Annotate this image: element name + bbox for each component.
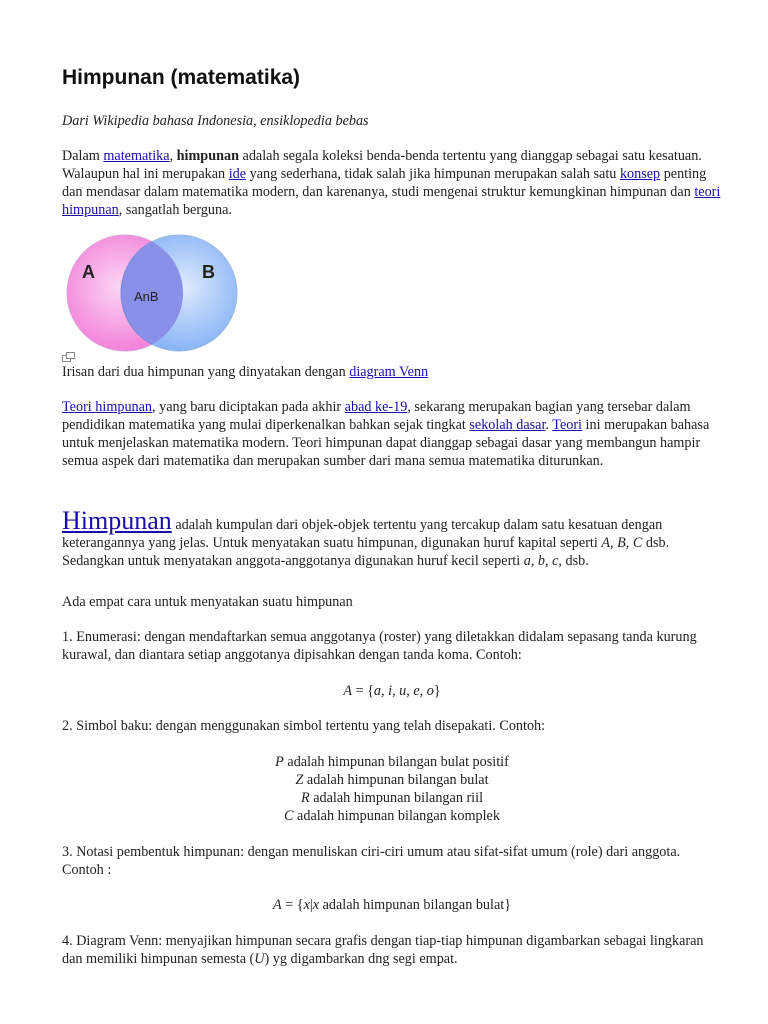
paragraph-four-ways: Ada empat cara untuk menyatakan suatu himpunan bbox=[62, 594, 353, 610]
link-teori-himpunan-2[interactable]: Teori himpunan bbox=[62, 399, 153, 415]
eq-element: i bbox=[388, 683, 393, 699]
eq-sep: , bbox=[419, 683, 427, 699]
symbol: Z bbox=[295, 772, 304, 788]
list-item-standard-symbols: 2. Simbol baku: dengan menggunakan simbol tertentu yang telah disepakati. Contoh: bbox=[62, 718, 546, 734]
enlarge-icon[interactable] bbox=[62, 350, 76, 360]
intro-text-6: , sangatlah berguna. bbox=[118, 202, 232, 218]
term-himpunan: himpunan bbox=[176, 148, 239, 164]
symbol-line bbox=[62, 807, 722, 825]
symbol: P bbox=[275, 754, 284, 770]
var-b: b bbox=[537, 553, 546, 569]
para2-text-1: , yang baru diciptakan pada akhir bbox=[152, 399, 345, 415]
var-U: U bbox=[254, 951, 265, 967]
eq-part: adalah himpunan bilangan bulat} bbox=[319, 897, 512, 913]
para3-text-1: adalah kumpulan dari objek-objek tertentu yang tercakup dalam satu kesatuan dengan keterangannya yang jelas. Untuk menyatakan suatu himpunan, digunakan huruf kapital seperti bbox=[62, 517, 663, 551]
set-b-label: B bbox=[202, 262, 215, 282]
eq-part: = { bbox=[281, 897, 304, 913]
var-c: c bbox=[552, 553, 559, 569]
eq-sep: , bbox=[392, 683, 400, 699]
link-teori[interactable]: Teori bbox=[552, 417, 582, 433]
item4-text-2: ) yg digambarkan dng segi empat. bbox=[264, 951, 458, 967]
comma: , bbox=[625, 535, 633, 551]
list-item-venn bbox=[62, 932, 722, 968]
link-sekolah-dasar[interactable]: sekolah dasar bbox=[469, 417, 546, 433]
var-B: B bbox=[617, 535, 626, 551]
item4-text-1: 4. Diagram Venn: menyajikan himpunan secara grafis dengan tiap-tiap himpunan digambarkan sebagai lingkaran dan memiliki himpunan semesta ( bbox=[62, 933, 704, 967]
link-diagram-venn[interactable]: diagram Venn bbox=[349, 364, 429, 380]
para2-text-3: . bbox=[545, 417, 553, 433]
para2-text-2: , sekarang merupakan bagian yang tersebar dalam pendidikan matematika yang mulai diperkenalkan bahkan sejak tingkat bbox=[62, 399, 691, 433]
intro-paragraph bbox=[62, 147, 722, 219]
intro-text-2: , bbox=[169, 148, 177, 164]
paragraph-theory bbox=[62, 398, 722, 470]
symbol-desc: adalah himpunan bilangan bulat positif bbox=[283, 754, 509, 770]
term-himpunan-large[interactable]: Himpunan bbox=[62, 506, 172, 535]
var-A: A bbox=[601, 535, 611, 551]
symbol: R bbox=[300, 790, 310, 806]
var-a: a bbox=[523, 553, 531, 569]
page-subtitle: Dari Wikipedia bahasa Indonesia, ensiklopedia bebas bbox=[62, 113, 369, 129]
comma: , bbox=[610, 535, 618, 551]
comma: , bbox=[545, 553, 553, 569]
eq-part: } bbox=[433, 683, 441, 699]
eq-sep: , bbox=[381, 683, 389, 699]
symbol-list bbox=[62, 753, 722, 825]
caption-text: Irisan dari dua himpunan yang dinyatakan dengan bbox=[62, 364, 350, 380]
symbol-line bbox=[62, 753, 722, 771]
symbol-desc: adalah himpunan bilangan bulat bbox=[303, 772, 489, 788]
link-konsep[interactable]: konsep bbox=[619, 166, 661, 182]
eq-element: u bbox=[399, 683, 407, 699]
link-teori-himpunan[interactable]: teori himpunan bbox=[62, 184, 721, 218]
symbol-line bbox=[62, 771, 722, 789]
eq-lhs: A bbox=[343, 683, 353, 699]
intro-text-3: adalah segala koleksi benda-benda tertentu yang dianggap sebagai satu kesatuan. Walaupun hal ini merupakan bbox=[62, 148, 702, 182]
equation-set-builder bbox=[62, 896, 722, 914]
para3-text-2: dsb. Sedangkan untuk menyatakan anggota-anggotanya digunakan huruf kecil seperti bbox=[62, 535, 670, 569]
eq-lhs: A bbox=[272, 897, 282, 913]
symbol-desc: adalah himpunan bilangan komplek bbox=[293, 808, 500, 824]
link-ide[interactable]: ide bbox=[228, 166, 247, 182]
symbol-desc: adalah himpunan bilangan riil bbox=[309, 790, 484, 806]
eq-var: x bbox=[303, 897, 310, 913]
page-title: Himpunan (matematika) bbox=[62, 66, 301, 89]
set-a-label: A bbox=[82, 262, 95, 282]
link-matematika[interactable]: matematika bbox=[103, 148, 170, 164]
eq-part: = { bbox=[352, 683, 374, 699]
list-item-set-builder: 3. Notasi pembentuk himpunan: dengan menuliskan ciri-ciri umum atau sifat-sifat umum (role) dari anggota. Contoh : bbox=[62, 844, 681, 878]
image-caption bbox=[62, 363, 722, 381]
eq-sep: , bbox=[406, 683, 414, 699]
var-C: C bbox=[632, 535, 643, 551]
intersection-label: AnB bbox=[134, 289, 159, 304]
link-abad-ke-19[interactable]: abad ke-19 bbox=[344, 399, 408, 415]
equation-enumeration bbox=[62, 682, 722, 700]
para2-text-4: ini merupakan bahasa untuk menjelaskan matematika modern. Teori himpunan dapat dianggap sebagai dasar yang membangun hampir semua aspek dari matematika dan merupakan sumber dari mana semua matematika diturunkan. bbox=[62, 417, 710, 469]
eq-part: | bbox=[309, 897, 313, 913]
venn-diagram bbox=[60, 234, 242, 356]
eq-element: o bbox=[426, 683, 434, 699]
eq-element: e bbox=[413, 683, 420, 699]
para3-text-3: , dsb. bbox=[558, 553, 589, 569]
list-item-enumeration: 1. Enumerasi: dengan mendaftarkan semua anggotanya (roster) yang diletakkan didalam sepasang tanda kurung kurawal, dan diantara setiap anggotanya dipisahkan dengan tanda koma. Contoh: bbox=[62, 629, 697, 663]
eq-element: a bbox=[373, 683, 382, 699]
symbol: C bbox=[284, 808, 294, 824]
intro-text-1: Dalam bbox=[62, 148, 104, 164]
intro-text-5: penting dan mendasar dalam matematika modern, dan karenanya, studi mengenai struktur kemungkinan himpunan dan bbox=[62, 166, 707, 200]
paragraph-definition bbox=[62, 508, 722, 570]
intro-text-4: yang sederhana, tidak salah jika himpunan merupakan salah satu bbox=[246, 166, 620, 182]
symbol-line bbox=[62, 789, 722, 807]
eq-var: x bbox=[312, 897, 320, 913]
comma: , bbox=[530, 553, 538, 569]
